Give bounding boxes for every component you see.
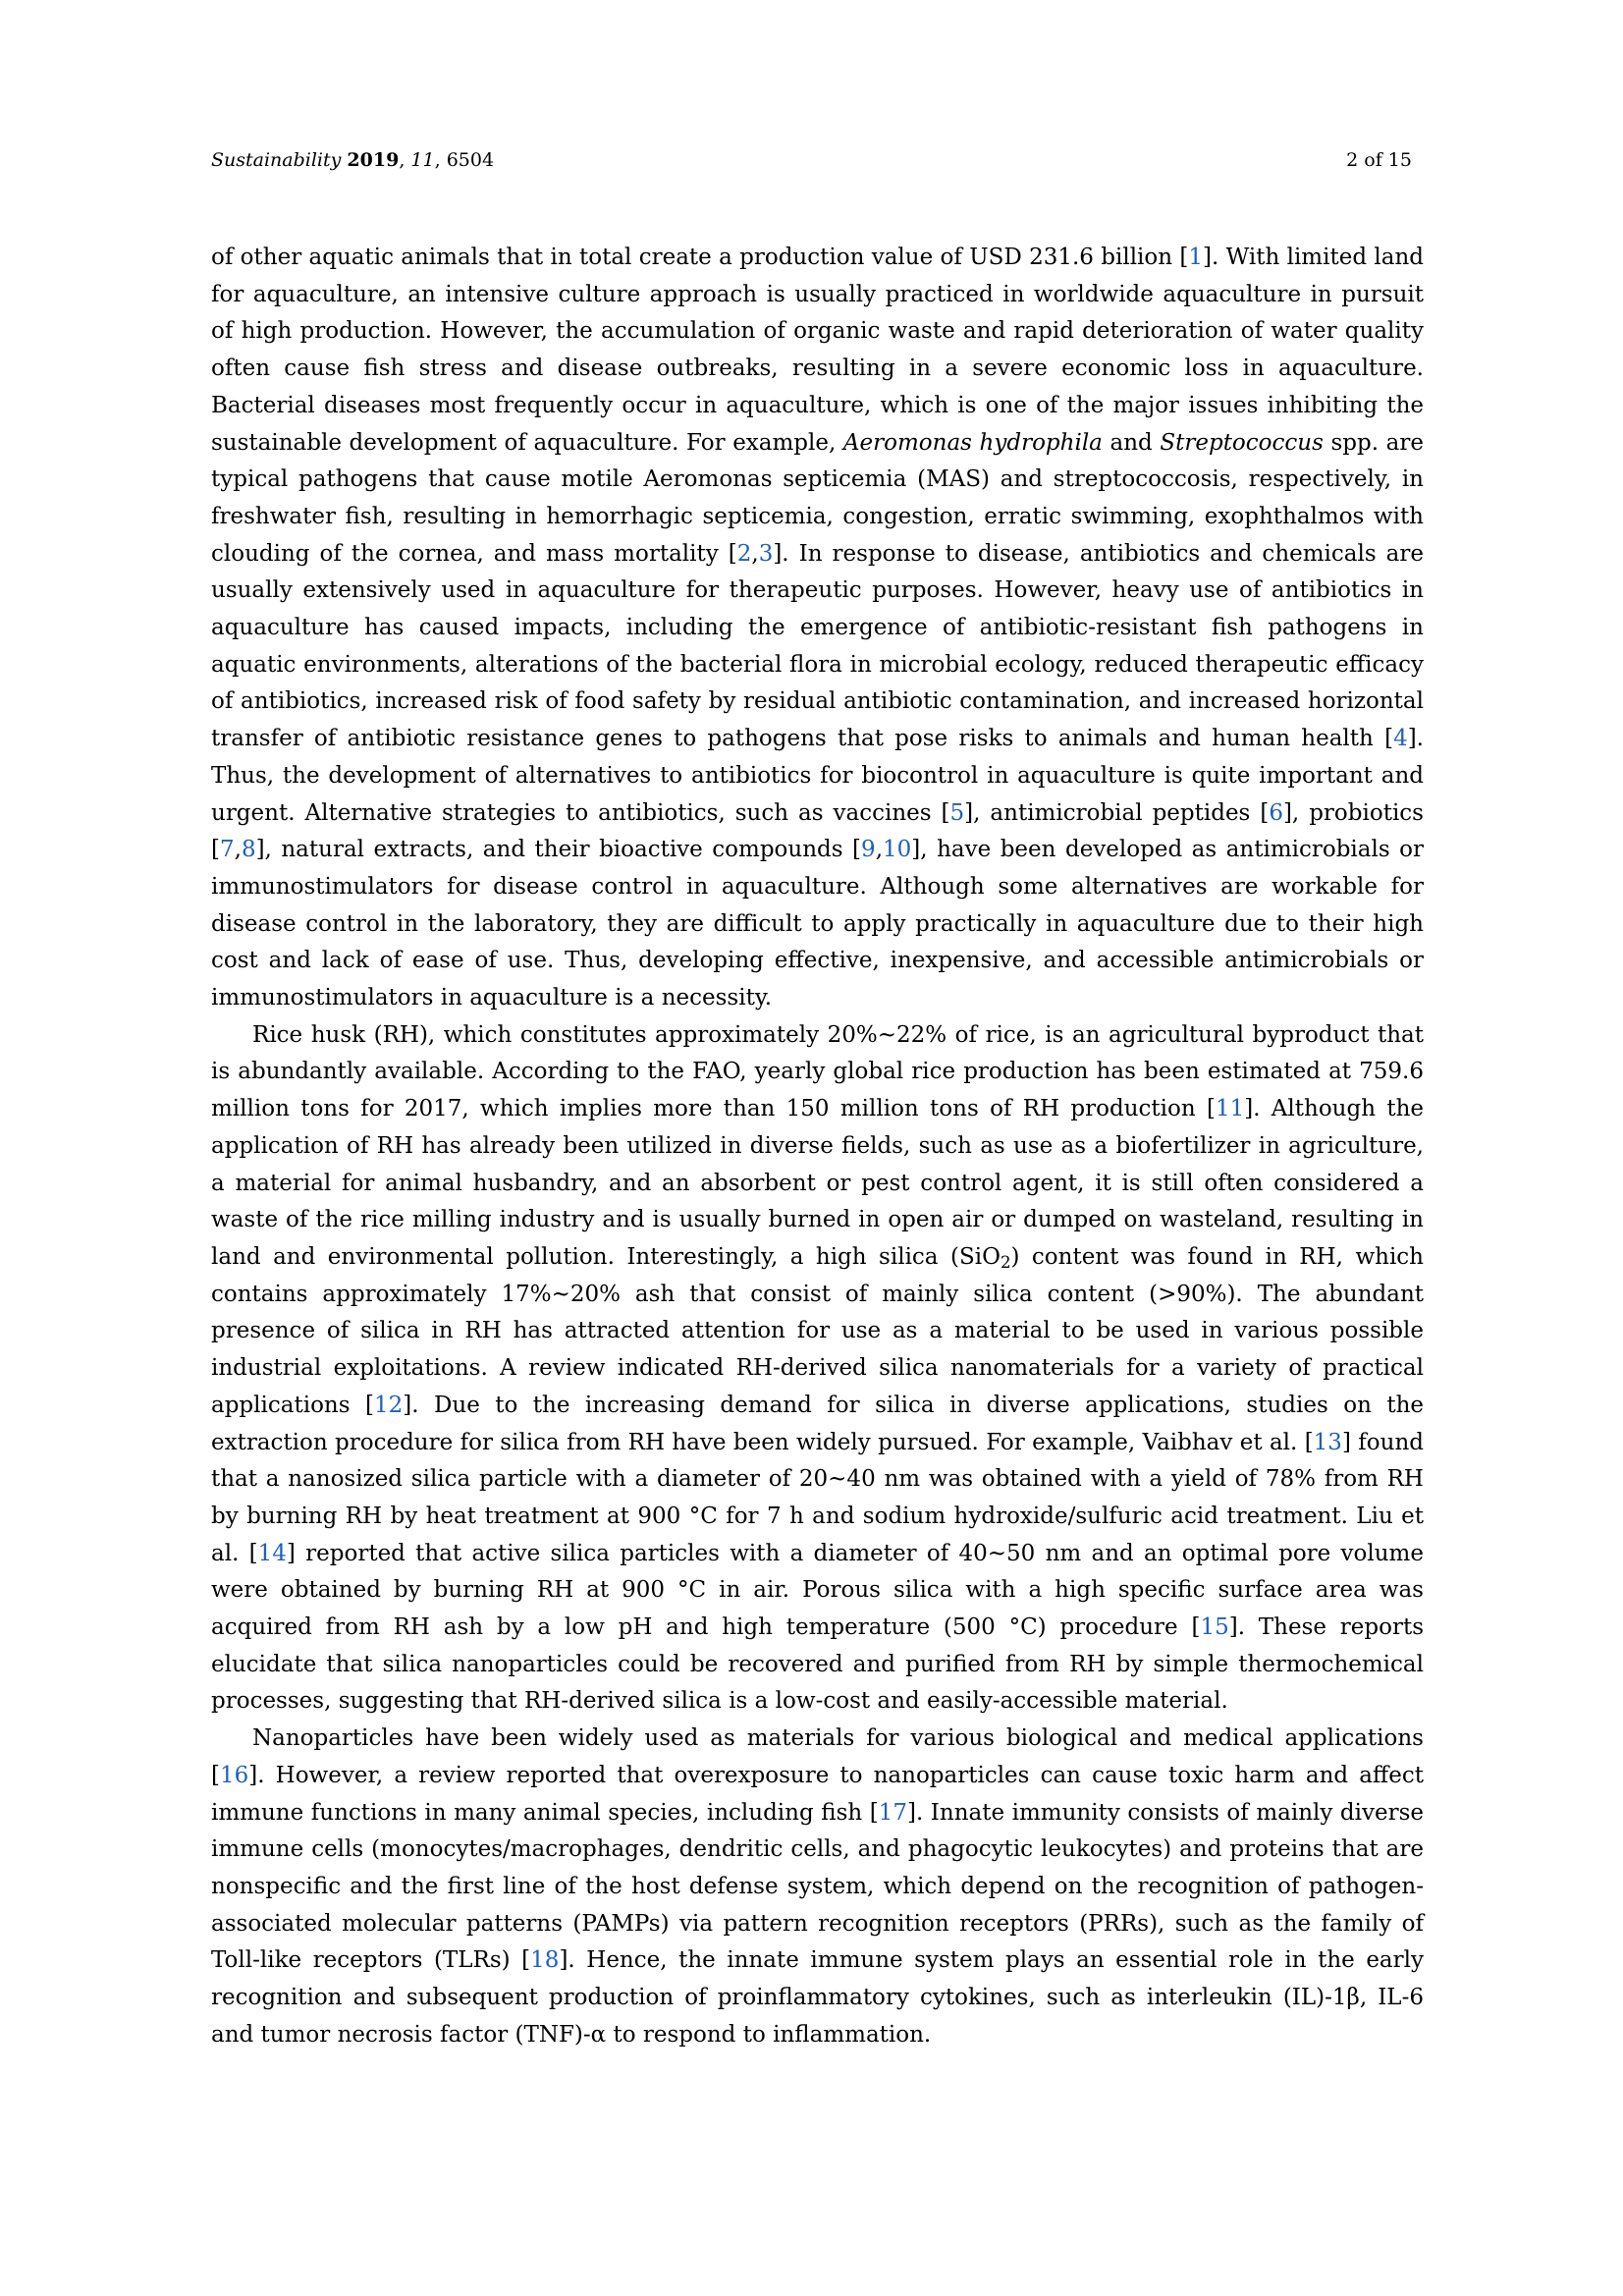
text: , — [234, 837, 242, 863]
citation-link[interactable]: 1 — [1188, 245, 1204, 270]
text: ], have been developed as antimicrobials or immunostimulators for disease control in aquaculture. Although some alternatives are workable for disease control in the laboratory, they are difficult to apply practically in aquaculture due to their high cost and lack of ease of use. Thus, developing effective, inexpensive, and accessible antimicrobials or immunostimulators in aquaculture is a necessity. — [211, 837, 1425, 1011]
citation-link[interactable]: 16 — [219, 1762, 249, 1788]
text: ]. Due to the increasing demand for silica in diverse applications, studies on the extraction procedure for silica from RH have been widely pursued. For example, Vaibhav et al. [ — [211, 1392, 1424, 1455]
citation-link[interactable]: 14 — [257, 1540, 287, 1566]
species-name: Aeromonas hydrophila — [842, 429, 1103, 456]
text: ]. Hence, the innate immune system plays an essential role in the early recognition and subsequent production of proinflammatory cytokines, such as interleukin (IL)-1β, IL-6 and tumor necrosis factor (TNF)-α to respond to inflammation. — [211, 1947, 1424, 2048]
citation-link[interactable]: 2 — [736, 540, 752, 567]
citation-link[interactable]: 17 — [878, 1799, 907, 1826]
citation-link[interactable]: 10 — [883, 837, 912, 863]
text: Rice husk (RH), which constitutes approximately 20%~22% of rice, is an agricultural byproduct that is abundantly available. According to the FAO, yearly global rice production has been estimated at 759.6 million tons for 2017, which implies more than 150 million tons of RH production [ — [211, 1021, 1424, 1122]
text: ], antimicrobial peptides [ — [964, 799, 1270, 826]
paragraph-1 — [211, 240, 1424, 1017]
paragraph-3 — [211, 1721, 1424, 2053]
text: ]. In response to disease, antibiotics and chemicals are usually extensively used in aquaculture for therapeutic purposes. However, heavy use of antibiotics in aquaculture has caused impacts, including the emergence of antibiotic-resistant fish pathogens in aquatic environments, alterations of the bacterial flora in microbial ecology, reduced therapeutic efficacy of antibiotics, increased risk of food safety by residual antibiotic contamination, and increased horizontal transfer of antibiotic resistance genes to pathogens that pose risks to animals and human health [ — [211, 540, 1424, 752]
text: ] found that a nanosized silica particle with a diameter of 20~40 nm was obtained with a yield of 78% from RH by burning RH by heat treatment at 900 °C for 7 h and sodium hydroxide/sulfuric acid treatment. Liu et al. [ — [211, 1429, 1424, 1566]
species-name: Streptococcus — [1160, 429, 1324, 456]
text: spp. are typical pathogens that cause motile Aeromonas septicemia (MAS) and streptococcosis, respectively, in freshwater fish, resulting in hemorrhagic septicemia, congestion, erratic swimming, exophthalmos with clouding of the cornea, and mass mortality [ — [211, 429, 1424, 567]
citation-link[interactable]: 11 — [1215, 1096, 1245, 1122]
journal-volume: 11 — [410, 149, 435, 171]
text: , — [751, 540, 759, 567]
citation-link[interactable]: 5 — [949, 799, 965, 826]
journal-citation: Sustainability 2019, 11, 6504 — [211, 149, 495, 171]
subscript: 2 — [1000, 1253, 1011, 1273]
citation-link[interactable]: 8 — [241, 837, 256, 863]
citation-link[interactable]: 12 — [373, 1392, 404, 1418]
citation-link[interactable]: 18 — [530, 1947, 560, 1974]
text: ] reported that active silica particles with a diameter of 40~50 nm and an optimal pore volume were obtained by burning RH at 900 °C in air. Porous silica with a high specific surface area was acquired from RH ash by a low pH and high temperature (500 °C) procedure [ — [211, 1540, 1424, 1641]
text: ]. Thus, the development of alternatives to antibiotics for biocontrol in aquaculture is quite important and urgent. Alternative strategies to antibiotics, such as vaccines [ — [211, 726, 1424, 826]
text: ]. With limited land for aquaculture, an intensive culture approach is usually practiced in worldwide aquaculture in pursuit of high production. However, the accumulation of organic waste and rapid deterioration of water quality often cause fish stress and disease outbreaks, resulting in a severe economic loss in aquaculture. Bacterial diseases most frequently occur in aquaculture, which is one of the major issues inhibiting the sustainable development of aquaculture. For example, — [211, 245, 1424, 456]
text: , — [875, 837, 883, 863]
text: ]. Although the application of RH has already been utilized in diverse fields, such as use as a biofertilizer in agriculture, a material for animal husbandry, and an absorbent or pest control agent, it is still often considered a waste of the rice milling industry and is usually burned in open air or dumped on wasteland, resulting in land and environmental pollution. Interestingly, a high silica (SiO — [211, 1096, 1424, 1270]
text: ]. These reports elucidate that silica nanoparticles could be recovered and purified from RH by simple thermochemical processes, suggesting that RH-derived silica is a low-cost and easily-accessible material. — [211, 1614, 1424, 1715]
citation-link[interactable]: 15 — [1200, 1614, 1229, 1641]
text: of other aquatic animals that in total create a production value of USD 231.6 billion [ — [211, 245, 1189, 270]
paragraph-2 — [211, 1017, 1424, 1721]
text: ) content was found in RH, which contains approximately 17%~20% ash that consist of mainly silica content (>90%). The abundant presence of silica in RH has attracted attention for use as a material to be used in various possible industrial exploitations. A review indicated RH-derived silica nanomaterials for a variety of practical applications [ — [211, 1243, 1424, 1418]
citation-link[interactable]: 4 — [1393, 726, 1408, 752]
text: ], probiotics [ — [211, 799, 1424, 863]
running-header — [211, 149, 1412, 171]
text: ], natural extracts, and their bioactive compounds [ — [255, 837, 862, 863]
text: ]. However, a review reported that overexposure to nanoparticles can cause toxic harm and affect immune functions in many animal species, including fish [ — [211, 1762, 1424, 1826]
journal-name: Sustainability — [211, 149, 342, 171]
page-number: 2 of 15 — [1346, 149, 1412, 171]
article-number: 6504 — [446, 149, 495, 171]
citation-link[interactable]: 9 — [861, 837, 876, 863]
citation-link[interactable]: 6 — [1269, 799, 1283, 826]
text: Nanoparticles have been widely used as materials for various biological and medical applications [ — [211, 1725, 1424, 1788]
text: ]. Innate immunity consists of mainly diverse immune cells (monocytes/macrophages, dendritic cells, and phagocytic leukocytes) and proteins that are nonspecific and the first line of the host defense system, which depend on the recognition of pathogen-associated molecular patterns (PAMPs) via pattern recognition receptors (PRRs), such as the family of Toll-like receptors (TLRs) [ — [211, 1799, 1424, 1974]
citation-link[interactable]: 3 — [758, 540, 774, 567]
article-body — [211, 240, 1424, 2053]
journal-year: 2019 — [347, 149, 400, 171]
citation-link[interactable]: 13 — [1313, 1429, 1342, 1455]
citation-link[interactable]: 7 — [219, 837, 235, 863]
text: and — [1102, 429, 1161, 456]
